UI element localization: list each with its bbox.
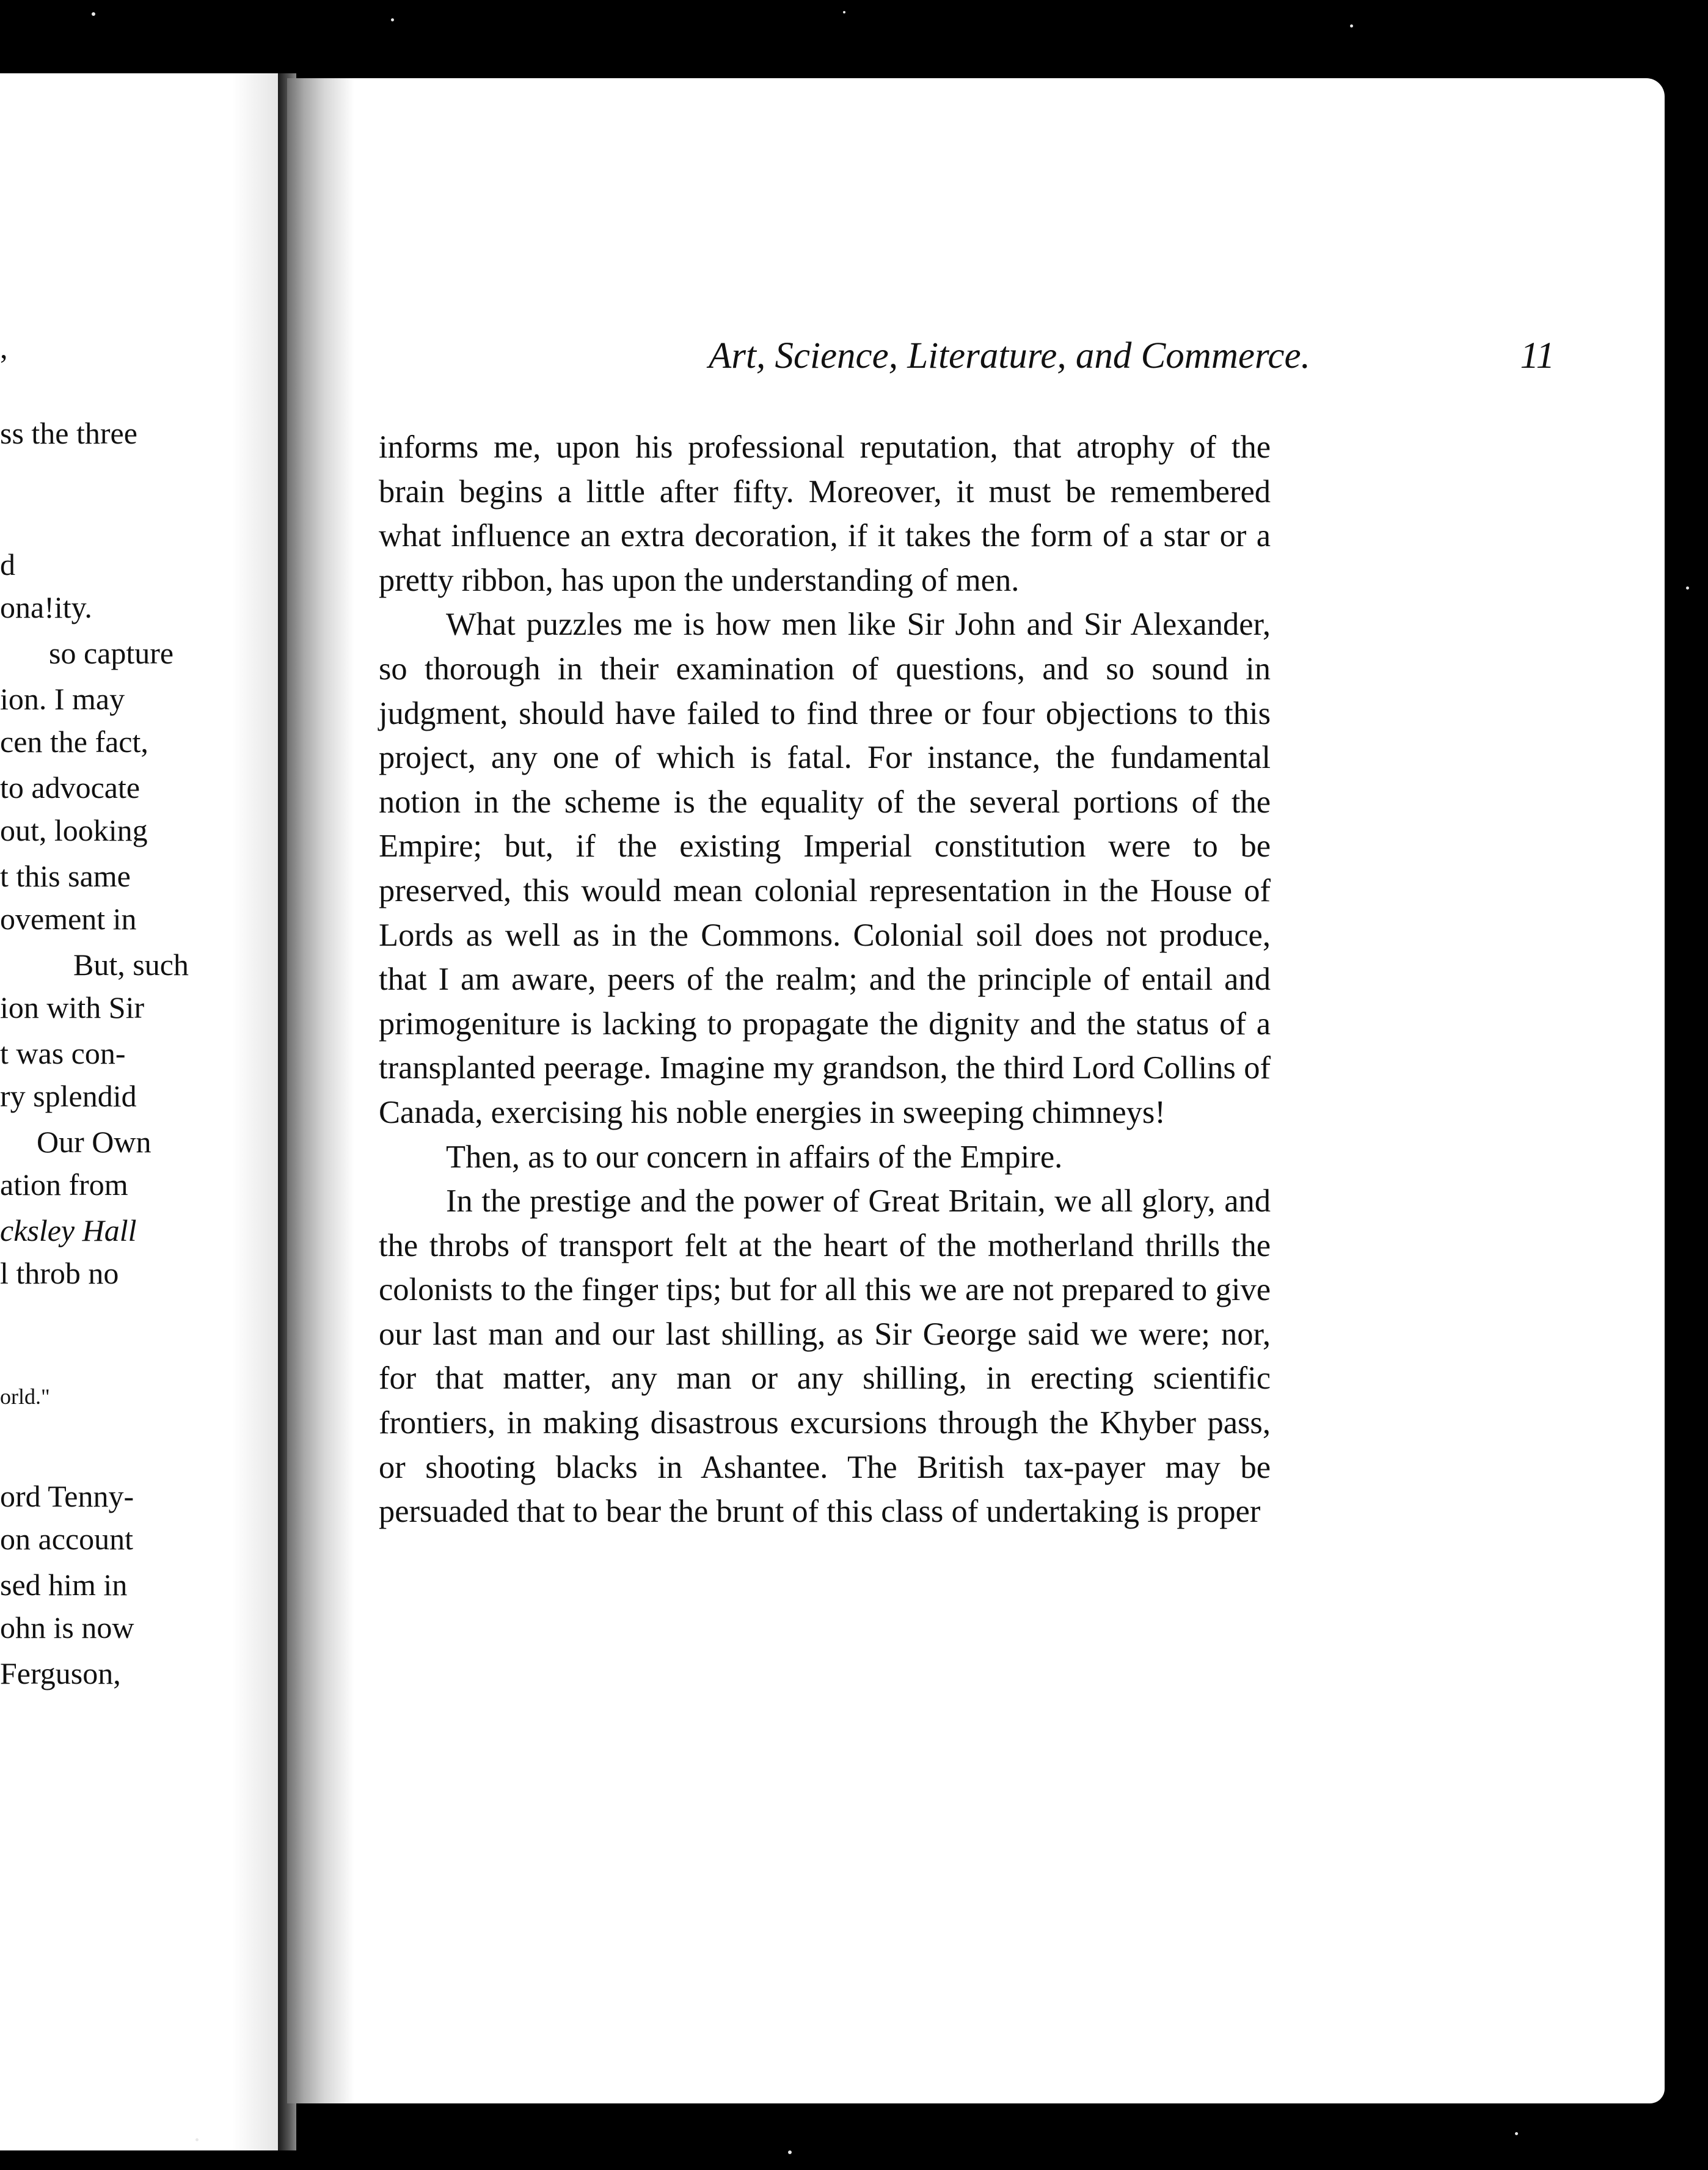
left-page-fragment: out, looking: [0, 813, 148, 847]
left-page-fragment: ry splendid: [0, 1079, 137, 1113]
scan-speck: [1515, 2132, 1518, 2135]
scan-speck: [391, 18, 394, 21]
left-page-fragment: l throb no: [0, 1256, 119, 1290]
page-number: 11: [1520, 335, 1555, 376]
left-page-shadow: [232, 73, 278, 2150]
left-page-fragment: ona!ity.: [0, 590, 92, 624]
left-facing-page: [0, 73, 278, 2150]
page-edge-shade: [287, 78, 354, 2103]
scan-speck: [92, 12, 95, 16]
left-page-fragment: ord Tenny-: [0, 1479, 134, 1513]
left-page-fragment: d: [0, 547, 15, 582]
left-page-fragment: on account: [0, 1522, 133, 1556]
left-page-fragment: sed him in: [0, 1568, 128, 1602]
left-page-fragment: ohn is now: [0, 1610, 134, 1645]
left-page-fragment: ation from: [0, 1167, 128, 1202]
left-page-fragment: ss the three: [0, 416, 137, 450]
left-page-fragment: t this same: [0, 859, 131, 893]
scan-speck: [195, 2138, 199, 2141]
left-page-fragment: But, such: [73, 948, 189, 982]
left-page-fragment: Our Own: [37, 1125, 151, 1159]
left-page-fragment: ion with Sir: [0, 990, 145, 1025]
body-text: [379, 425, 1271, 1534]
scan-speck: [1350, 24, 1353, 27]
right-page: [287, 78, 1665, 2103]
left-page-fragment: ,: [0, 331, 8, 365]
left-page-fragment: cksley Hall: [0, 1213, 137, 1248]
left-page-fragment: so capture: [49, 636, 174, 670]
scan-speck: [843, 11, 845, 13]
scan-speck: [788, 2150, 792, 2154]
left-page-fragment: ion. I may: [0, 682, 125, 716]
paragraph: Then, as to our concern in affairs of the Empire.: [446, 1139, 1063, 1175]
left-page-fragment: ovement in: [0, 902, 137, 936]
running-title: Art, Science, Literature, and Commerce.: [709, 335, 1310, 376]
paragraph: informs me, upon his professional reputation, that atrophy of the brain begins a little after fifty. Moreover, it must be remembered what influence an extra decoration, if it takes the form of a star or a pretty ribbon, has upon the understanding of men.: [379, 429, 1271, 598]
left-page-fragment: t was con-: [0, 1036, 126, 1070]
paragraph: What puzzles me is how men like Sir John and Sir Alexander, so thorough in their examination of questions, and so sound in judgment, should have failed to find three or four objections to this project, any one of which is fatal. For instance, the fundamental notion in the scheme is the equality of the several portions of the Empire; but, if the existing Imperial constitution were to be preserved, this would mean colonial representation in the House of Lords as well as in the Commons. Colonial soil does not produce, that I am aware, peers of the realm; and the principle of entail and primogeniture is lacking to propagate the dignity and the status of a transplanted peerage. Imagine my grandson, the third Lord Collins of Canada, exercising his noble energies in sweeping chimneys!: [379, 607, 1271, 1130]
running-head: [498, 335, 1555, 384]
left-page-fragment: orld.": [0, 1384, 50, 1409]
paragraph: In the prestige and the power of Great Britain, we all glory, and the throbs of transport felt at the heart of the motherland thrills the colonists to the finger tips; but for all this we are not prepared to give our last man and our last shilling, as Sir George said we were; nor, for that matter, any man or any shilling, in erecting scientific frontiers, in making disastrous excursions through the Khyber pass, or shooting blacks in Ashantee. The British tax-payer may be persuaded that to bear the brunt of this class of undertaking is proper: [379, 1183, 1271, 1530]
left-page-fragment: to advocate: [0, 770, 141, 805]
left-page-fragment: Ferguson,: [0, 1656, 121, 1690]
left-page-fragment: cen the fact,: [0, 725, 148, 759]
scan-speck: [1686, 586, 1689, 590]
